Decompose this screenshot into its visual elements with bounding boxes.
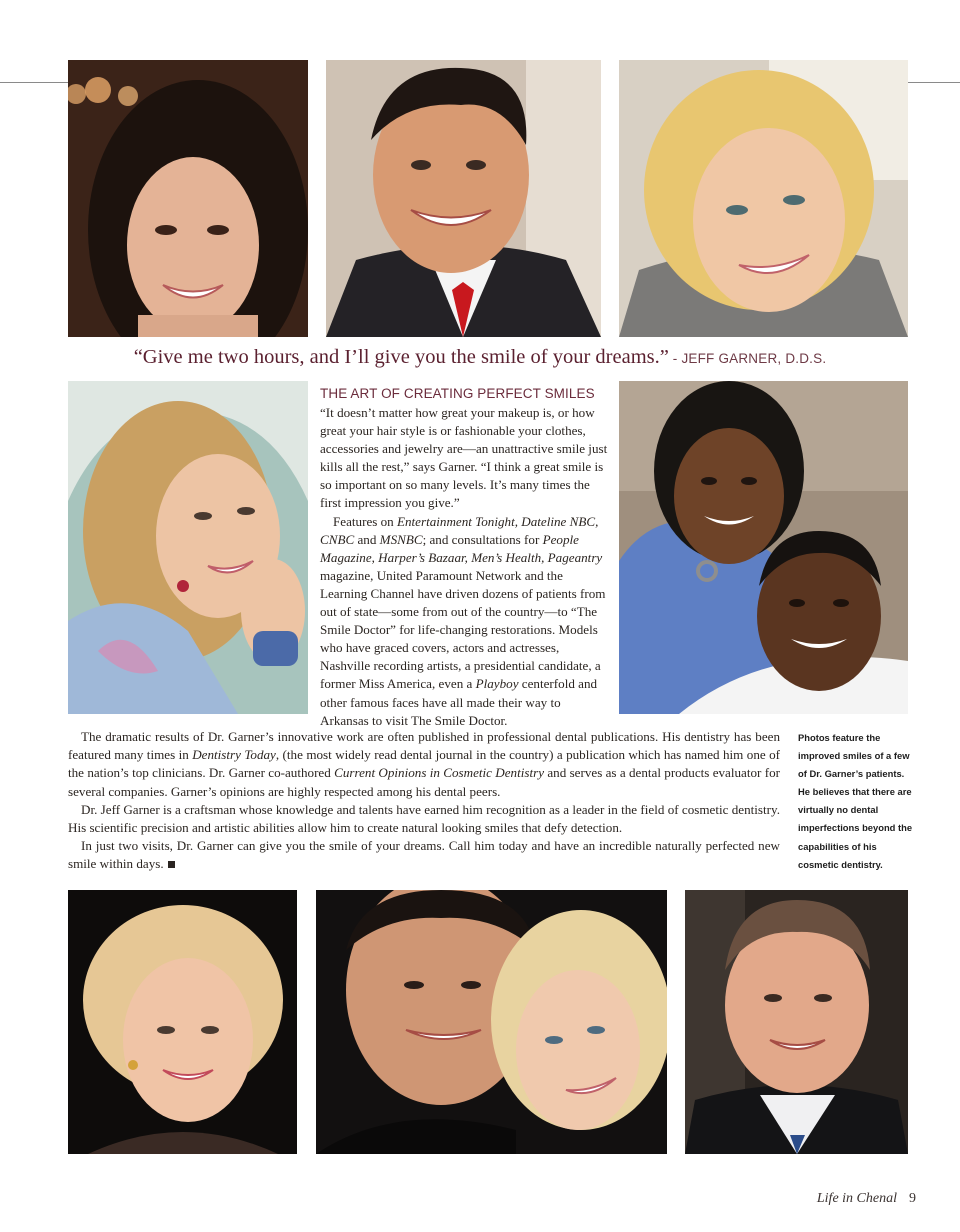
article-paragraph-publications: The dramatic results of Dr. Garner’s innovative work are often published in professional dental publications. His dentistry has been featured many times in Dentistry Today, (the most widely read dental journal in the country) a publication which has named him one of the nation’s top clinicians. Dr. Garner co-authored Current Opinions in Cosmetic Dentistry and serves as a dental products evaluator for several companies. Garner’s opinions are highly respected among his dental peers. xyxy=(68,729,781,799)
photo-couple-close xyxy=(316,890,667,1154)
photo-woman-blonde xyxy=(619,60,908,337)
article-body-wide xyxy=(68,728,780,874)
quote-text: “Give me two hours, and I’ll give you the smile of your dreams.” xyxy=(133,346,669,368)
photo-woman-floral-top xyxy=(68,381,308,714)
photo-man-red-tie xyxy=(326,60,601,337)
quote-attribution: - JEFF GARNER, D.D.S. xyxy=(668,351,827,366)
section-heading: THE ART OF CREATING PERFECT SMILES xyxy=(320,386,595,401)
article-paragraph-craftsman: Dr. Jeff Garner is a craftsman whose knowledge and talents have earned him recognition as a leader in the field of cosmetic dentistry. His scientific precision and artistic abilities allow him to create natural looking smiles that defy detection. xyxy=(68,801,780,836)
photo-couple-smiling xyxy=(619,381,908,714)
pull-quote xyxy=(60,346,900,369)
end-mark-icon xyxy=(168,861,175,868)
header-rule-right xyxy=(908,82,960,83)
page-footer xyxy=(817,1191,916,1207)
article-column xyxy=(320,404,610,730)
photo-woman-dark-hair xyxy=(68,60,308,337)
article-paragraph-features: Features on Entertainment Tonight, Dateline NBC, CNBC and MSNBC; and consultations for People Magazine, Harper’s Bazaar, Men’s Health, Pageantry magazine, United Paramount Network and the Learning Channel have driven dozens of patients from out of state—some from out of the country—to “The Smile Doctor” for life-changing restorations. Models who have graced covers, actors and actresses, Nashville recording artists, a presidential candidate, a former Miss America, even a Playboy centerfold and other famous faces have all made their way to Arkansas to visit The Smile Doctor. xyxy=(320,513,606,728)
photo-older-woman xyxy=(68,890,297,1154)
photo-caption: Photos feature the improved smiles of a few of Dr. Garner’s patients. He believes that there are virtually no dental imperfections beyond the capabilities of his cosmetic dentistry. xyxy=(798,732,913,870)
article-paragraph: “It doesn’t matter how great your makeup is, or how great your hair style is or fashionable your clothes, accessories and jewelry are—an unattractive smile just kills all the rest,” says Garner. “I think a great smile is so important on so many levels. It’s many times the first impression you give.” xyxy=(320,405,608,511)
header-rule-left xyxy=(0,82,68,83)
article-paragraph-closing: In just two visits, Dr. Garner can give you the smile of your dreams. Call him today and have an incredible naturally perfected new smile within days. xyxy=(68,838,780,872)
photo-man-suit xyxy=(685,890,908,1154)
page-number: 9 xyxy=(909,1191,916,1206)
magazine-name: Life in Chenal xyxy=(816,1191,897,1206)
